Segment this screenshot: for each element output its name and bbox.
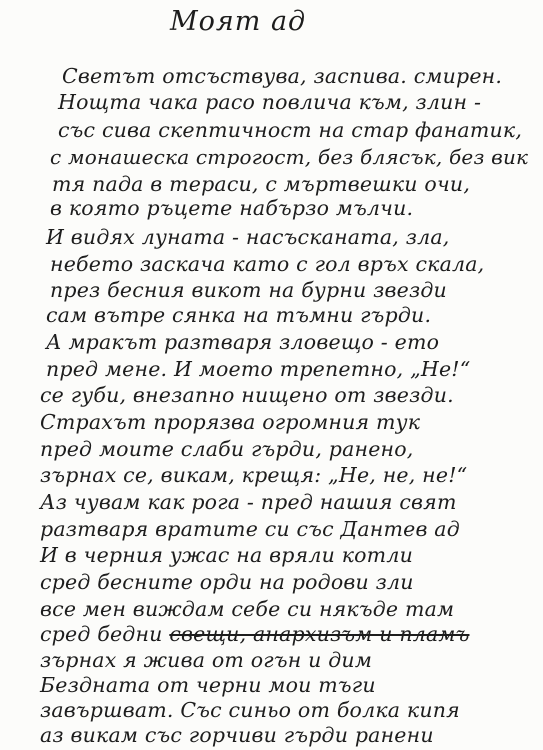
poem-line-15: пред моите слаби гърди, ранено,	[40, 437, 414, 461]
struck-out-text: свещи, анархизъм и пламъ	[169, 622, 470, 646]
poem-line-2: Нощта чака расо повлича към, злин -	[58, 90, 482, 114]
poem-line-13: се губи, внезапно нищено от звезди.	[40, 383, 454, 407]
poem-line-5: тя пада в тераси, с мъртвешки очи,	[52, 172, 471, 196]
poem-line-22: сред бедни свещи, анархизъм и пламъ	[40, 622, 470, 646]
poem-line-19: И в черния ужас на вряли котли	[40, 543, 413, 567]
poem-line-4: с монашеска строгост, без блясък, без вик	[50, 145, 529, 169]
poem-line-6: в която ръцете набързо мълчи.	[50, 196, 414, 220]
poem-line-18: разтваря вратите си със Дантев ад	[40, 517, 460, 541]
poem-line-1: Светът отсъствува, заспива. смирен.	[62, 64, 503, 88]
poem-line-7: И видях луната - насъсканата, зла,	[46, 225, 450, 249]
poem-line-8: небето заскача като с гол връх скала,	[50, 252, 485, 276]
poem-line-16: зърнах се, викам, крещя: „Не, не, не!“	[40, 463, 468, 487]
poem-line-20: сред бесните орди на родови зли	[40, 570, 414, 594]
poem-line-14: Страхът прорязва огромния тук	[40, 410, 421, 434]
poem-line-25: завършват. Със синьо от болка кипя	[40, 698, 460, 722]
poem-line-26: аз викам със горчиви гърди ранени	[40, 723, 434, 747]
poem-line-12: пред мене. И моето трепетно, „Не!“	[46, 357, 471, 381]
poem-line-10: сам вътре сянка на тъмни гърди.	[46, 303, 432, 327]
poem-line-11: А мракът разтваря зловещо - ето	[46, 330, 440, 354]
poem-line-21: все мен виждам себе си някъде там	[40, 597, 455, 621]
poem-line-24: Бездната от черни мои тъги	[40, 673, 376, 697]
poem-title: Моят ад	[170, 6, 307, 37]
poem-line-17: Аз чувам как рога - пред нашия свят	[40, 490, 457, 514]
poem-line-23: зърнах я жива от огън и дим	[40, 648, 373, 672]
poem-line-3: със сива скептичност на стар фанатик,	[58, 118, 523, 142]
poem-line-9: през бесния викот на бурни звезди	[50, 278, 447, 302]
